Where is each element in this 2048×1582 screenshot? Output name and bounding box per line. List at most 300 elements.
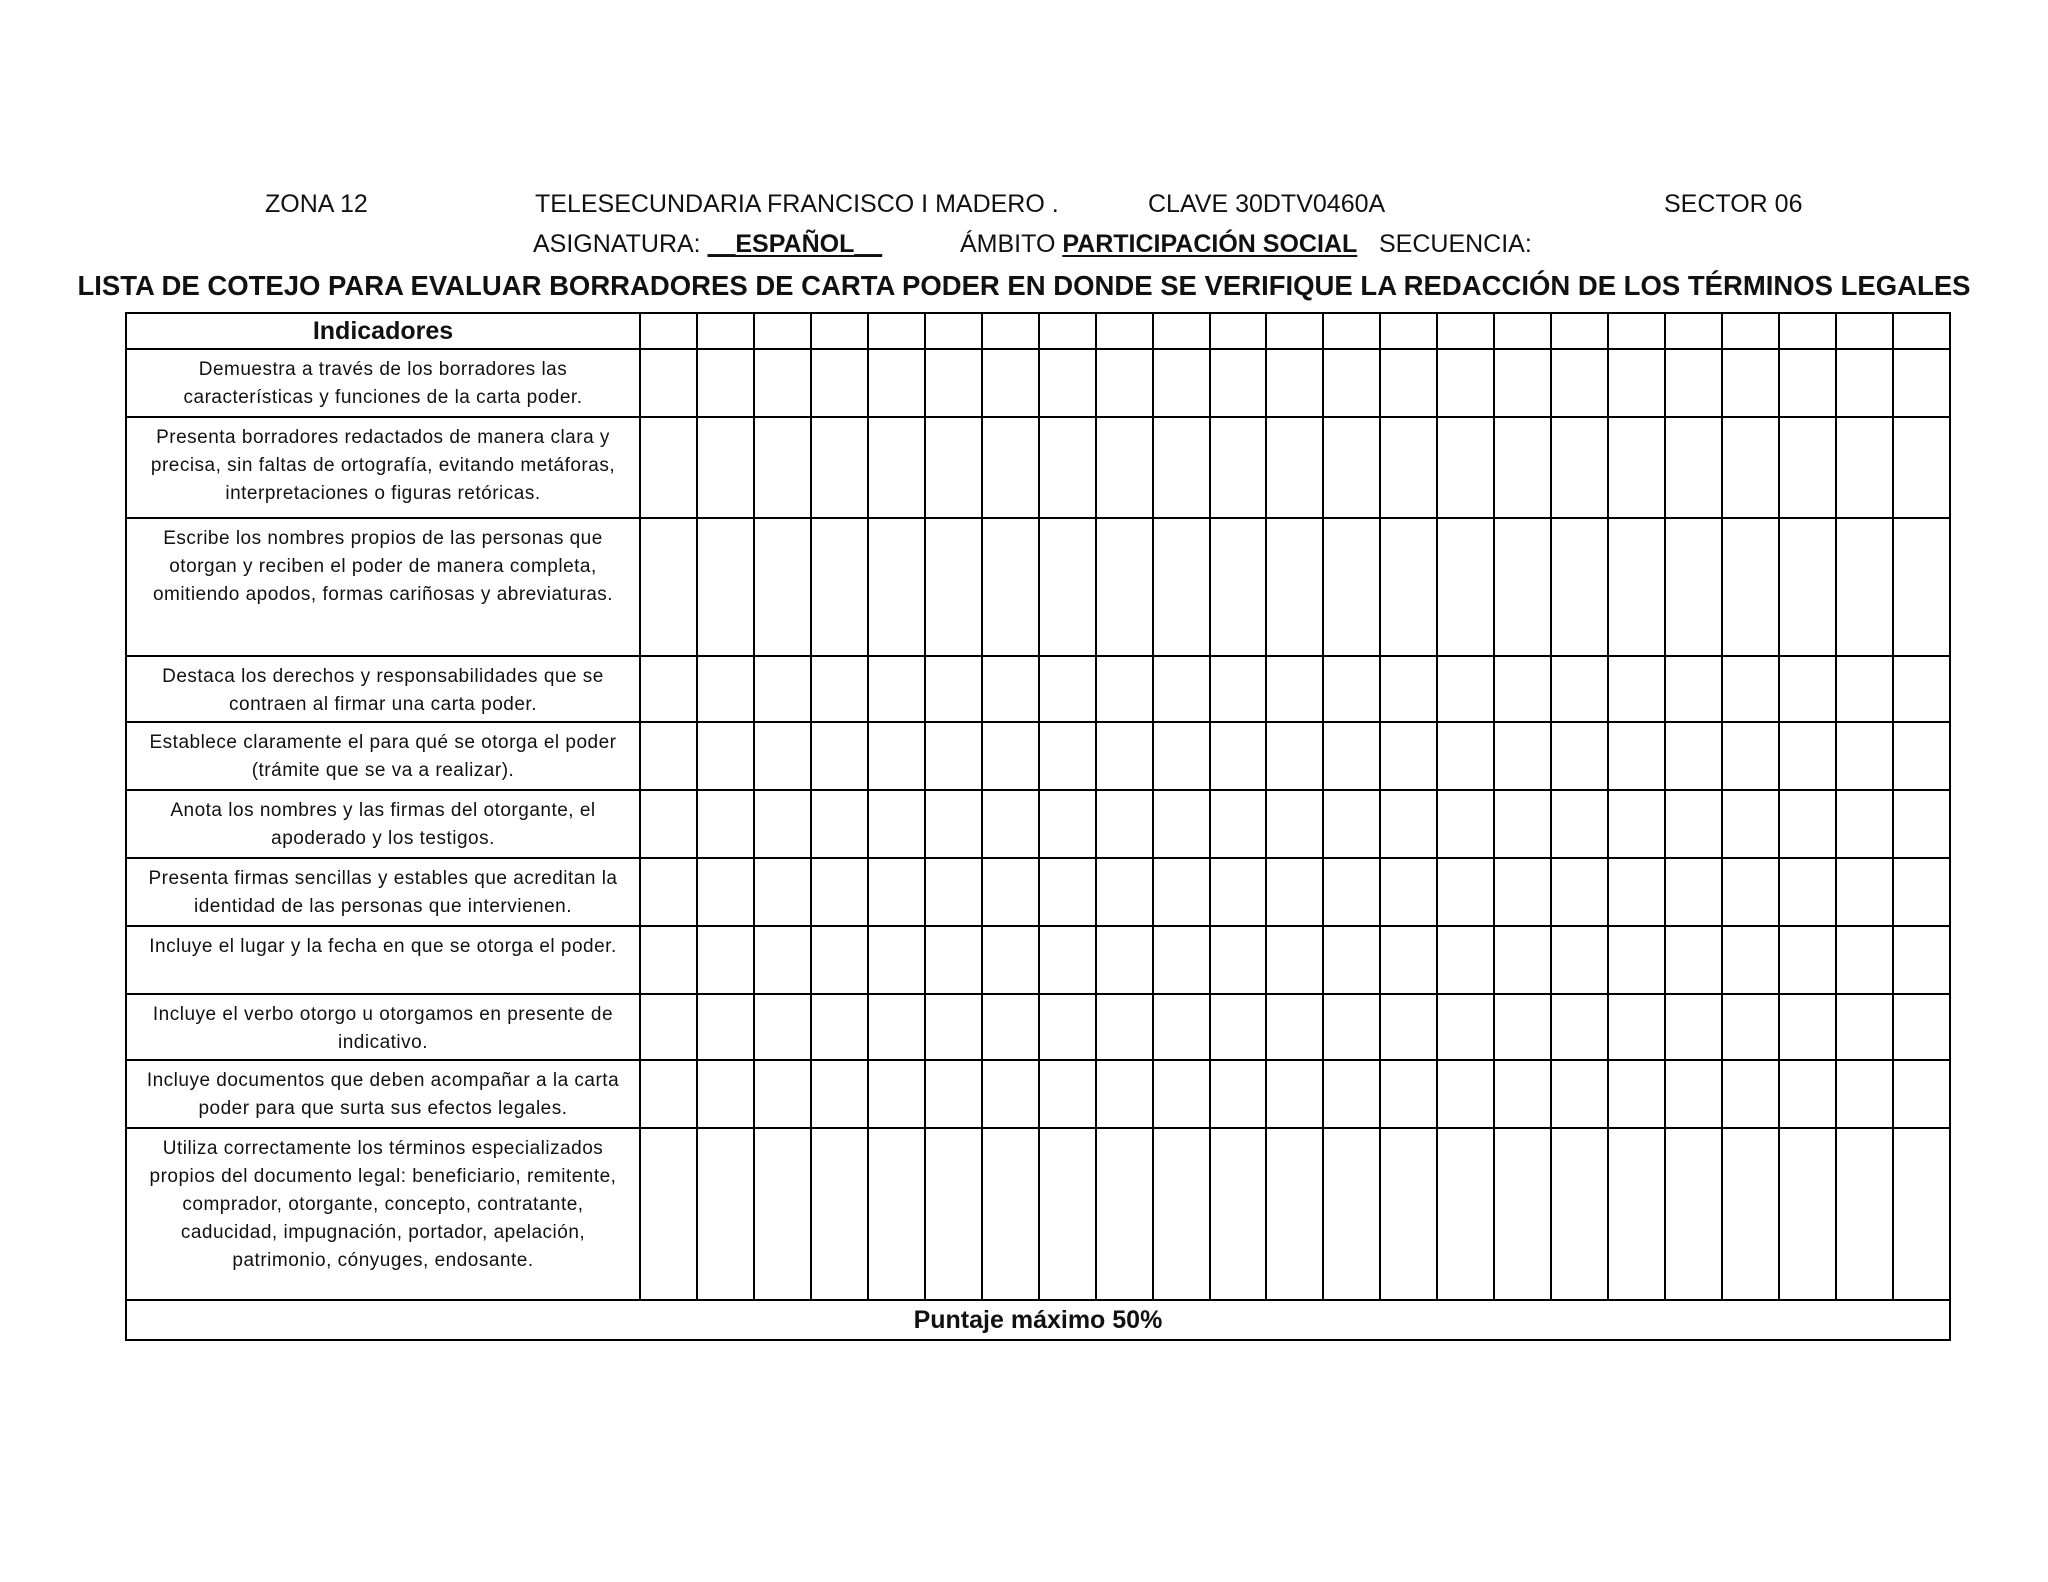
score-cell[interactable] bbox=[1551, 349, 1608, 417]
score-cell[interactable] bbox=[1437, 1128, 1494, 1300]
score-column-header bbox=[697, 313, 754, 349]
score-cell[interactable] bbox=[1210, 417, 1267, 518]
table-row bbox=[126, 790, 1950, 858]
score-cell[interactable] bbox=[1836, 656, 1893, 722]
score-cell[interactable] bbox=[1551, 722, 1608, 790]
score-cell[interactable] bbox=[1608, 417, 1665, 518]
score-cell[interactable] bbox=[1893, 349, 1950, 417]
score-cell[interactable] bbox=[1665, 790, 1722, 858]
score-cell[interactable] bbox=[1836, 790, 1893, 858]
score-cell[interactable] bbox=[1608, 656, 1665, 722]
score-cell[interactable] bbox=[1722, 1128, 1779, 1300]
score-cell[interactable] bbox=[754, 417, 811, 518]
score-cell[interactable] bbox=[868, 722, 925, 790]
score-cell[interactable] bbox=[1779, 926, 1836, 994]
score-cell[interactable] bbox=[1096, 656, 1153, 722]
indicator-text: Demuestra a través de los borradores las características y funciones de la carta poder. bbox=[126, 349, 640, 417]
score-column-header bbox=[811, 313, 868, 349]
score-cell[interactable] bbox=[1437, 994, 1494, 1060]
score-cell[interactable] bbox=[1266, 858, 1323, 926]
score-cell[interactable] bbox=[1722, 858, 1779, 926]
score-cell[interactable] bbox=[1608, 926, 1665, 994]
score-cell[interactable] bbox=[1153, 858, 1210, 926]
score-cell[interactable] bbox=[811, 858, 868, 926]
score-cell[interactable] bbox=[982, 656, 1039, 722]
score-cell[interactable] bbox=[1380, 349, 1437, 417]
score-cell[interactable] bbox=[1836, 349, 1893, 417]
score-cell[interactable] bbox=[1380, 417, 1437, 518]
score-cell[interactable] bbox=[1039, 722, 1096, 790]
score-cell[interactable] bbox=[811, 994, 868, 1060]
score-cell[interactable] bbox=[925, 1128, 982, 1300]
score-cell[interactable] bbox=[1323, 518, 1380, 656]
score-cell[interactable] bbox=[1380, 858, 1437, 926]
score-cell[interactable] bbox=[1893, 994, 1950, 1060]
score-cell[interactable] bbox=[868, 1060, 925, 1128]
score-cell[interactable] bbox=[1210, 1060, 1267, 1128]
score-cell[interactable] bbox=[1266, 722, 1323, 790]
score-cell[interactable] bbox=[1779, 790, 1836, 858]
score-cell[interactable] bbox=[868, 790, 925, 858]
score-cell[interactable] bbox=[868, 994, 925, 1060]
table-row bbox=[126, 1128, 1950, 1300]
score-cell[interactable] bbox=[697, 858, 754, 926]
ambito-label: ÁMBITO bbox=[960, 230, 1063, 258]
score-cell[interactable] bbox=[1494, 994, 1551, 1060]
score-column-header bbox=[1893, 313, 1950, 349]
score-cell[interactable] bbox=[1380, 1128, 1437, 1300]
score-cell[interactable] bbox=[697, 349, 754, 417]
secuencia-label: SECUENCIA: bbox=[1379, 230, 1532, 258]
score-cell[interactable] bbox=[1665, 858, 1722, 926]
score-cell[interactable] bbox=[1779, 656, 1836, 722]
score-cell[interactable] bbox=[1722, 790, 1779, 858]
score-column-header bbox=[982, 313, 1039, 349]
score-cell[interactable] bbox=[1323, 858, 1380, 926]
score-cell[interactable] bbox=[1266, 790, 1323, 858]
score-cell[interactable] bbox=[925, 722, 982, 790]
score-cell[interactable] bbox=[1210, 926, 1267, 994]
score-cell[interactable] bbox=[1494, 1128, 1551, 1300]
score-cell[interactable] bbox=[811, 656, 868, 722]
score-cell[interactable] bbox=[1608, 349, 1665, 417]
score-cell[interactable] bbox=[1039, 858, 1096, 926]
score-cell[interactable] bbox=[1039, 994, 1096, 1060]
score-cell[interactable] bbox=[1551, 926, 1608, 994]
score-cell[interactable] bbox=[1096, 518, 1153, 656]
score-cell[interactable] bbox=[1210, 790, 1267, 858]
score-cell[interactable] bbox=[1779, 417, 1836, 518]
score-cell[interactable] bbox=[1153, 349, 1210, 417]
score-cell[interactable] bbox=[868, 417, 925, 518]
score-cell[interactable] bbox=[754, 518, 811, 656]
ambito-line bbox=[960, 230, 1357, 259]
score-cell[interactable] bbox=[1608, 790, 1665, 858]
score-cell[interactable] bbox=[1665, 722, 1722, 790]
score-cell[interactable] bbox=[1893, 790, 1950, 858]
score-cell[interactable] bbox=[754, 722, 811, 790]
score-cell[interactable] bbox=[1380, 790, 1437, 858]
score-cell[interactable] bbox=[697, 417, 754, 518]
indicator-text: Anota los nombres y las firmas del otorgante, el apoderado y los testigos. bbox=[126, 790, 640, 858]
score-cell[interactable] bbox=[1210, 994, 1267, 1060]
school-name: TELESECUNDARIA FRANCISCO I MADERO . bbox=[535, 190, 1059, 218]
score-cell[interactable] bbox=[1039, 349, 1096, 417]
score-cell[interactable] bbox=[640, 518, 697, 656]
score-cell[interactable] bbox=[1494, 349, 1551, 417]
score-cell[interactable] bbox=[982, 417, 1039, 518]
score-cell[interactable] bbox=[1039, 656, 1096, 722]
score-cell[interactable] bbox=[868, 858, 925, 926]
score-cell[interactable] bbox=[925, 417, 982, 518]
score-cell[interactable] bbox=[1323, 1128, 1380, 1300]
score-cell[interactable] bbox=[1608, 994, 1665, 1060]
max-score-label: Puntaje máximo 50% bbox=[126, 1300, 1950, 1340]
score-cell[interactable] bbox=[982, 349, 1039, 417]
score-cell[interactable] bbox=[1380, 518, 1437, 656]
score-cell[interactable] bbox=[1722, 994, 1779, 1060]
score-cell[interactable] bbox=[1494, 858, 1551, 926]
score-cell[interactable] bbox=[1494, 790, 1551, 858]
score-cell[interactable] bbox=[754, 349, 811, 417]
asignatura-value: __ESPAÑOL__ bbox=[707, 230, 883, 258]
score-cell[interactable] bbox=[1437, 1060, 1494, 1128]
score-cell[interactable] bbox=[1665, 994, 1722, 1060]
score-cell[interactable] bbox=[1437, 656, 1494, 722]
score-cell[interactable] bbox=[1153, 1128, 1210, 1300]
score-cell[interactable] bbox=[1551, 656, 1608, 722]
score-cell[interactable] bbox=[1153, 926, 1210, 994]
score-cell[interactable] bbox=[697, 926, 754, 994]
score-cell[interactable] bbox=[811, 790, 868, 858]
score-cell[interactable] bbox=[697, 790, 754, 858]
score-cell[interactable] bbox=[1836, 1128, 1893, 1300]
indicator-text: Utiliza correctamente los términos especializados propios del documento legal: beneficiario, remitente, comprador, otorgante, concepto, contratante, caducidad, impugnación, portador, apelación, patrimonio, cónyuges, endosante. bbox=[126, 1128, 640, 1300]
score-cell[interactable] bbox=[982, 722, 1039, 790]
score-cell[interactable] bbox=[925, 518, 982, 656]
score-cell[interactable] bbox=[1323, 926, 1380, 994]
score-cell[interactable] bbox=[1893, 1128, 1950, 1300]
score-cell[interactable] bbox=[811, 1128, 868, 1300]
score-cell[interactable] bbox=[868, 926, 925, 994]
score-cell[interactable] bbox=[1096, 1060, 1153, 1128]
score-cell[interactable] bbox=[1380, 1060, 1437, 1128]
score-cell[interactable] bbox=[697, 656, 754, 722]
score-cell[interactable] bbox=[1323, 790, 1380, 858]
score-cell[interactable] bbox=[1893, 656, 1950, 722]
score-cell[interactable] bbox=[1039, 1060, 1096, 1128]
score-cell[interactable] bbox=[1893, 926, 1950, 994]
score-cell[interactable] bbox=[1323, 417, 1380, 518]
score-cell[interactable] bbox=[1323, 1060, 1380, 1128]
score-cell[interactable] bbox=[1437, 349, 1494, 417]
score-cell[interactable] bbox=[1323, 656, 1380, 722]
score-cell[interactable] bbox=[1494, 417, 1551, 518]
score-cell[interactable] bbox=[754, 1128, 811, 1300]
score-cell[interactable] bbox=[1722, 417, 1779, 518]
score-cell[interactable] bbox=[1210, 1128, 1267, 1300]
score-cell[interactable] bbox=[982, 790, 1039, 858]
indicator-text: Destaca los derechos y responsabilidades que se contraen al firmar una carta poder. bbox=[126, 656, 640, 722]
table-row bbox=[126, 1060, 1950, 1128]
score-cell[interactable] bbox=[1266, 349, 1323, 417]
score-cell[interactable] bbox=[925, 1060, 982, 1128]
score-cell[interactable] bbox=[1893, 858, 1950, 926]
score-cell[interactable] bbox=[1722, 926, 1779, 994]
score-cell[interactable] bbox=[1494, 1060, 1551, 1128]
indicator-text: Establece claramente el para qué se otorga el poder (trámite que se va a realizar). bbox=[126, 722, 640, 790]
score-cell[interactable] bbox=[1608, 1128, 1665, 1300]
score-cell[interactable] bbox=[1779, 1060, 1836, 1128]
score-cell[interactable] bbox=[868, 656, 925, 722]
score-cell[interactable] bbox=[1836, 994, 1893, 1060]
score-cell[interactable] bbox=[1437, 858, 1494, 926]
score-column-header bbox=[1836, 313, 1893, 349]
score-cell[interactable] bbox=[1779, 349, 1836, 417]
score-cell[interactable] bbox=[868, 1128, 925, 1300]
score-cell[interactable] bbox=[982, 518, 1039, 656]
score-cell[interactable] bbox=[1039, 1128, 1096, 1300]
score-cell[interactable] bbox=[754, 1060, 811, 1128]
score-cell[interactable] bbox=[982, 1060, 1039, 1128]
score-column-header bbox=[925, 313, 982, 349]
score-column-header bbox=[1551, 313, 1608, 349]
score-cell[interactable] bbox=[1266, 994, 1323, 1060]
score-cell[interactable] bbox=[1722, 656, 1779, 722]
score-cell[interactable] bbox=[754, 926, 811, 994]
score-cell[interactable] bbox=[1266, 656, 1323, 722]
score-cell[interactable] bbox=[1266, 1128, 1323, 1300]
score-cell[interactable] bbox=[697, 518, 754, 656]
score-cell[interactable] bbox=[1323, 349, 1380, 417]
score-column-header bbox=[1494, 313, 1551, 349]
score-cell[interactable] bbox=[1437, 926, 1494, 994]
score-cell[interactable] bbox=[754, 994, 811, 1060]
score-cell[interactable] bbox=[1722, 722, 1779, 790]
score-cell[interactable] bbox=[1494, 518, 1551, 656]
score-cell[interactable] bbox=[1096, 722, 1153, 790]
score-cell[interactable] bbox=[1437, 518, 1494, 656]
score-cell[interactable] bbox=[640, 656, 697, 722]
score-cell[interactable] bbox=[1665, 656, 1722, 722]
score-cell[interactable] bbox=[811, 1060, 868, 1128]
score-cell[interactable] bbox=[1266, 1060, 1323, 1128]
score-cell[interactable] bbox=[640, 349, 697, 417]
score-cell[interactable] bbox=[697, 722, 754, 790]
score-cell[interactable] bbox=[1096, 790, 1153, 858]
score-cell[interactable] bbox=[1608, 722, 1665, 790]
sector-label: SECTOR 06 bbox=[1664, 190, 1803, 218]
score-cell[interactable] bbox=[1437, 790, 1494, 858]
table-row bbox=[126, 994, 1950, 1060]
checklist-table bbox=[125, 312, 1951, 1341]
score-cell[interactable] bbox=[1210, 518, 1267, 656]
score-cell[interactable] bbox=[1779, 722, 1836, 790]
score-cell[interactable] bbox=[1779, 518, 1836, 656]
score-cell[interactable] bbox=[754, 656, 811, 722]
score-cell[interactable] bbox=[811, 518, 868, 656]
score-cell[interactable] bbox=[1893, 722, 1950, 790]
score-cell[interactable] bbox=[1893, 518, 1950, 656]
score-cell[interactable] bbox=[1665, 518, 1722, 656]
score-cell[interactable] bbox=[1551, 518, 1608, 656]
score-cell[interactable] bbox=[982, 926, 1039, 994]
table-row bbox=[126, 518, 1950, 656]
score-cell[interactable] bbox=[1551, 858, 1608, 926]
score-cell[interactable] bbox=[1665, 926, 1722, 994]
score-column-header bbox=[1380, 313, 1437, 349]
score-cell[interactable] bbox=[925, 858, 982, 926]
score-cell[interactable] bbox=[868, 349, 925, 417]
table-row bbox=[126, 656, 1950, 722]
score-cell[interactable] bbox=[1779, 1128, 1836, 1300]
score-cell[interactable] bbox=[640, 994, 697, 1060]
score-cell[interactable] bbox=[1608, 858, 1665, 926]
score-cell[interactable] bbox=[1551, 994, 1608, 1060]
score-cell[interactable] bbox=[1551, 1060, 1608, 1128]
score-cell[interactable] bbox=[1039, 790, 1096, 858]
score-column-header bbox=[754, 313, 811, 349]
score-cell[interactable] bbox=[1551, 790, 1608, 858]
indicator-text: Incluye el lugar y la fecha en que se otorga el poder. bbox=[126, 926, 640, 994]
score-column-header bbox=[1210, 313, 1267, 349]
score-cell[interactable] bbox=[1153, 417, 1210, 518]
indicator-text: Escribe los nombres propios de las personas que otorgan y reciben el poder de manera completa, omitiendo apodos, formas cariñosas y abreviaturas. bbox=[126, 518, 640, 656]
score-cell[interactable] bbox=[1096, 417, 1153, 518]
score-cell[interactable] bbox=[811, 926, 868, 994]
score-cell[interactable] bbox=[1779, 994, 1836, 1060]
score-cell[interactable] bbox=[640, 926, 697, 994]
score-cell[interactable] bbox=[982, 858, 1039, 926]
score-cell[interactable] bbox=[1380, 926, 1437, 994]
asignatura-line bbox=[533, 230, 882, 259]
score-cell[interactable] bbox=[1380, 656, 1437, 722]
score-cell[interactable] bbox=[754, 858, 811, 926]
score-cell[interactable] bbox=[1096, 994, 1153, 1060]
indicator-text: Presenta borradores redactados de manera clara y precisa, sin faltas de ortografía, evitando metáforas, interpretaciones o figuras retóricas. bbox=[126, 417, 640, 518]
score-cell[interactable] bbox=[1266, 926, 1323, 994]
score-cell[interactable] bbox=[640, 722, 697, 790]
score-cell[interactable] bbox=[1551, 417, 1608, 518]
score-column-header bbox=[1039, 313, 1096, 349]
score-cell[interactable] bbox=[1836, 417, 1893, 518]
score-cell[interactable] bbox=[1266, 417, 1323, 518]
score-column-header bbox=[640, 313, 697, 349]
score-cell[interactable] bbox=[1722, 518, 1779, 656]
score-cell[interactable] bbox=[1210, 858, 1267, 926]
score-cell[interactable] bbox=[640, 1128, 697, 1300]
score-cell[interactable] bbox=[1380, 994, 1437, 1060]
score-cell[interactable] bbox=[1323, 994, 1380, 1060]
score-cell[interactable] bbox=[811, 349, 868, 417]
score-cell[interactable] bbox=[1039, 518, 1096, 656]
score-cell[interactable] bbox=[925, 790, 982, 858]
score-cell[interactable] bbox=[1836, 722, 1893, 790]
score-cell[interactable] bbox=[1608, 518, 1665, 656]
score-cell[interactable] bbox=[982, 994, 1039, 1060]
score-cell[interactable] bbox=[640, 1060, 697, 1128]
score-cell[interactable] bbox=[1665, 1060, 1722, 1128]
score-cell[interactable] bbox=[1836, 1060, 1893, 1128]
score-column-header bbox=[1779, 313, 1836, 349]
ambito-value: PARTICIPACIÓN SOCIAL bbox=[1062, 230, 1358, 258]
score-cell[interactable] bbox=[1665, 417, 1722, 518]
score-cell[interactable] bbox=[1494, 722, 1551, 790]
score-cell[interactable] bbox=[1096, 858, 1153, 926]
score-cell[interactable] bbox=[640, 858, 697, 926]
score-cell[interactable] bbox=[1096, 1128, 1153, 1300]
asignatura-label: ASIGNATURA: bbox=[533, 230, 708, 258]
score-cell[interactable] bbox=[1836, 518, 1893, 656]
score-column-header bbox=[1323, 313, 1380, 349]
score-cell[interactable] bbox=[1494, 656, 1551, 722]
indicator-text: Incluye el verbo otorgo u otorgamos en presente de indicativo. bbox=[126, 994, 640, 1060]
score-cell[interactable] bbox=[1210, 722, 1267, 790]
score-cell[interactable] bbox=[697, 1060, 754, 1128]
score-cell[interactable] bbox=[1153, 518, 1210, 656]
table-footer-row bbox=[126, 1300, 1950, 1340]
score-column-header bbox=[1722, 313, 1779, 349]
score-cell[interactable] bbox=[1893, 1060, 1950, 1128]
score-cell[interactable] bbox=[1153, 790, 1210, 858]
score-cell[interactable] bbox=[754, 790, 811, 858]
score-cell[interactable] bbox=[1039, 926, 1096, 994]
score-cell[interactable] bbox=[1096, 349, 1153, 417]
score-column-header bbox=[1665, 313, 1722, 349]
score-cell[interactable] bbox=[1779, 858, 1836, 926]
score-cell[interactable] bbox=[1437, 417, 1494, 518]
score-cell[interactable] bbox=[697, 1128, 754, 1300]
score-cell[interactable] bbox=[1551, 1128, 1608, 1300]
score-cell[interactable] bbox=[640, 790, 697, 858]
score-cell[interactable] bbox=[640, 417, 697, 518]
score-cell[interactable] bbox=[868, 518, 925, 656]
score-cell[interactable] bbox=[1608, 1060, 1665, 1128]
score-cell[interactable] bbox=[697, 994, 754, 1060]
score-cell[interactable] bbox=[1893, 417, 1950, 518]
score-cell[interactable] bbox=[1836, 926, 1893, 994]
score-cell[interactable] bbox=[1153, 656, 1210, 722]
score-cell[interactable] bbox=[1210, 349, 1267, 417]
clave-label: CLAVE 30DTV0460A bbox=[1148, 190, 1386, 218]
indicadores-header: Indicadores bbox=[126, 313, 640, 349]
score-cell[interactable] bbox=[1266, 518, 1323, 656]
score-cell[interactable] bbox=[1722, 349, 1779, 417]
score-cell[interactable] bbox=[925, 994, 982, 1060]
score-cell[interactable] bbox=[1153, 722, 1210, 790]
score-cell[interactable] bbox=[1437, 722, 1494, 790]
score-cell[interactable] bbox=[1665, 349, 1722, 417]
score-cell[interactable] bbox=[1210, 656, 1267, 722]
score-cell[interactable] bbox=[1380, 722, 1437, 790]
table-header-row bbox=[126, 313, 1950, 349]
score-cell[interactable] bbox=[925, 349, 982, 417]
score-cell[interactable] bbox=[811, 417, 868, 518]
score-cell[interactable] bbox=[925, 926, 982, 994]
score-cell[interactable] bbox=[1494, 926, 1551, 994]
score-cell[interactable] bbox=[1722, 1060, 1779, 1128]
score-cell[interactable] bbox=[1323, 722, 1380, 790]
score-cell[interactable] bbox=[982, 1128, 1039, 1300]
score-cell[interactable] bbox=[811, 722, 868, 790]
score-cell[interactable] bbox=[1039, 417, 1096, 518]
score-cell[interactable] bbox=[1665, 1128, 1722, 1300]
score-cell[interactable] bbox=[1153, 1060, 1210, 1128]
score-cell[interactable] bbox=[1836, 858, 1893, 926]
score-cell[interactable] bbox=[1096, 926, 1153, 994]
score-cell[interactable] bbox=[925, 656, 982, 722]
score-cell[interactable] bbox=[1153, 994, 1210, 1060]
